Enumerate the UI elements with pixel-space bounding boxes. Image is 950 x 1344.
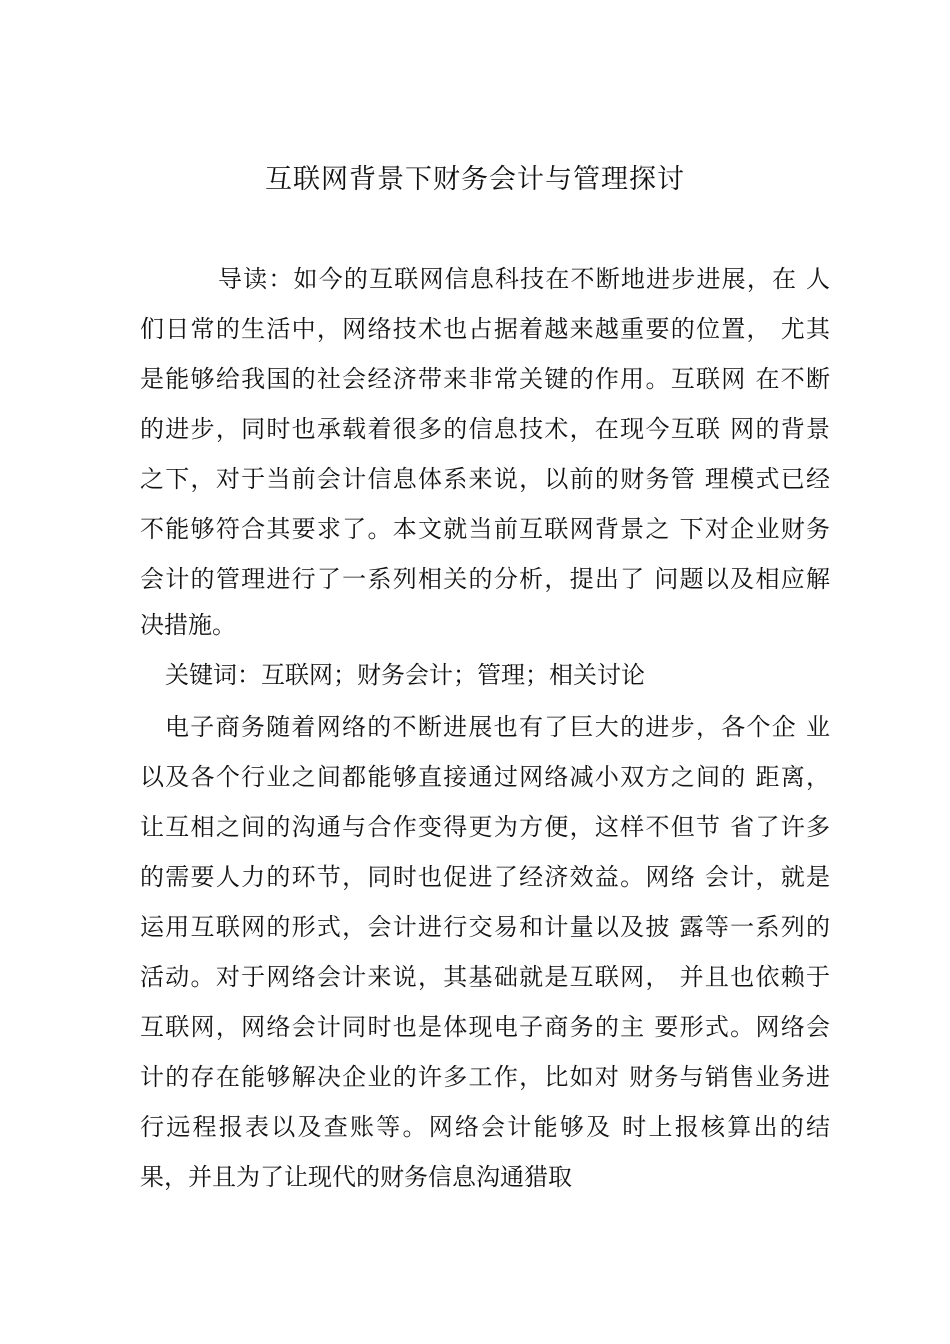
text-line: 的进步，同时也承载着很多的信息技术，在现今互联 网的背景	[140, 415, 830, 443]
text-line: 以及各个行业之间都能够直接通过网络减小双方之间的 距离，	[140, 763, 830, 791]
text-line: 会计的管理进行了一系列相关的分析，提出了 问题以及相应解	[140, 565, 830, 593]
text-line: 导读：如今的互联网信息科技在不断地进步进展，在 人	[218, 265, 830, 293]
text-line: 不能够符合其要求了。本文就当前互联网背景之 下对企业财务	[140, 515, 830, 543]
document-title: 互联网背景下财务会计与管理探讨	[265, 164, 685, 195]
text-line: 让互相之间的沟通与合作变得更为方便，这样不但节 省了许多	[140, 813, 830, 841]
text-line: 运用互联网的形式，会计进行交易和计量以及披 露等一系列的	[140, 913, 830, 941]
text-line: 决措施。	[140, 611, 236, 639]
text-line: 的需要人力的环节，同时也促进了经济效益。网络 会计，就是	[140, 863, 830, 891]
text-line: 互联网，网络会计同时也是体现电子商务的主 要形式。网络会	[140, 1013, 830, 1041]
text-line: 计的存在能够解决企业的许多工作，比如对 财务与销售业务进	[140, 1063, 830, 1091]
text-line: 活动。对于网络会计来说，其基础就是互联网， 并且也依赖于	[140, 963, 830, 991]
keywords-line: 关键词：互联网；财务会计；管理；相关讨论	[165, 661, 645, 689]
text-line: 电子商务随着网络的不断进展也有了巨大的进步，各个企 业	[165, 713, 830, 741]
text-line: 是能够给我国的社会经济带来非常关键的作用。互联网 在不断	[140, 365, 830, 393]
text-line: 们日常的生活中，网络技术也占据着越来越重要的位置， 尤其	[140, 315, 830, 343]
text-line: 果，并且为了让现代的财务信息沟通猎取	[140, 1163, 572, 1191]
text-line: 之下，对于当前会计信息体系来说，以前的财务管 理模式已经	[140, 465, 830, 493]
text-line: 行远程报表以及查账等。网络会计能够及 时上报核算出的结	[140, 1113, 830, 1141]
